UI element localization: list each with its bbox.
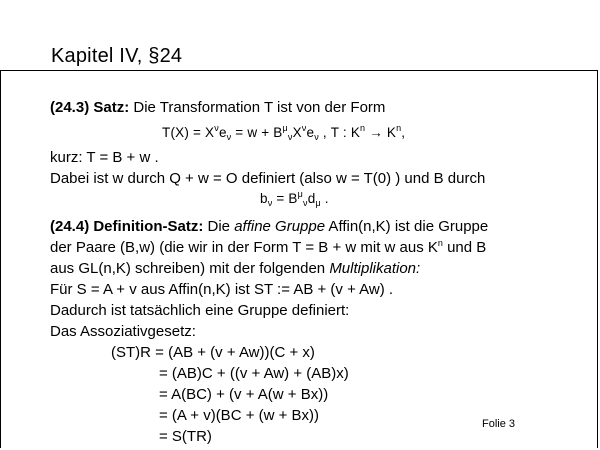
assoc-eq-2: = (AB)C + ((v + Aw) + (AB)x) — [159, 365, 349, 382]
satz-24-4-heading: (24.4) Definition-Satz: Die affine Gruppe Affin(n,K) ist die Gruppe — [50, 218, 489, 235]
assoc-eq-4: = (A + v)(BC + (w + Bx)) — [159, 407, 320, 424]
satz-24-3-text: Die Transformation T ist von der Form — [129, 99, 386, 116]
satz-24-3-label: (24.3) Satz: — [50, 99, 130, 116]
satz-24-3-heading — [50, 99, 385, 117]
product-definition-line: Für S = A + v aus Affin(n,K) ist ST := AB + (v + Aw) . — [50, 281, 394, 298]
gl-line: aus GL(n,K) schreiben) mit der folgenden Multiplikation: — [50, 260, 421, 277]
assoziativgesetz-heading: Das Assoziativgesetz: — [50, 323, 196, 340]
paare-line: der Paare (B,w) (die wir in der Form T = B + w mit w aus $K^n$ und B — [50, 238, 487, 256]
b-definition-formula: $b_\nu = B^\mu_\nu d_\mu$ . — [260, 189, 329, 208]
dabei-line: Dabei ist w durch Q + w = O definiert (also w = T(0) ) und B durch — [50, 170, 486, 187]
group-defined-line: Dadurch ist tatsächlich eine Gruppe definiert: — [50, 302, 350, 319]
assoc-eq-1: (ST)R = (AB + (v + Aw))(C + x) — [111, 344, 315, 361]
assoc-eq-5: = S(TR) — [159, 428, 212, 445]
slide-title: Kapitel IV, §24 — [51, 45, 183, 67]
satz-24-4-label: (24.4) Definition-Satz: — [50, 218, 204, 235]
assoc-eq-3: = A(BC) + (v + A(w + Bx)) — [159, 386, 329, 403]
multiplikation-term: Multiplikation: — [329, 260, 421, 277]
affine-gruppe-term: affine Gruppe — [234, 218, 326, 235]
kurz-line: kurz: T = B + w . — [50, 149, 159, 166]
slide-number: Folie 3 — [482, 418, 516, 430]
transformation-formula: $T(X) = X^\nu e_\nu = w + B^\mu_\nu X^\nu e_\nu$ , T : $K^n \to K^n$, — [162, 123, 406, 142]
